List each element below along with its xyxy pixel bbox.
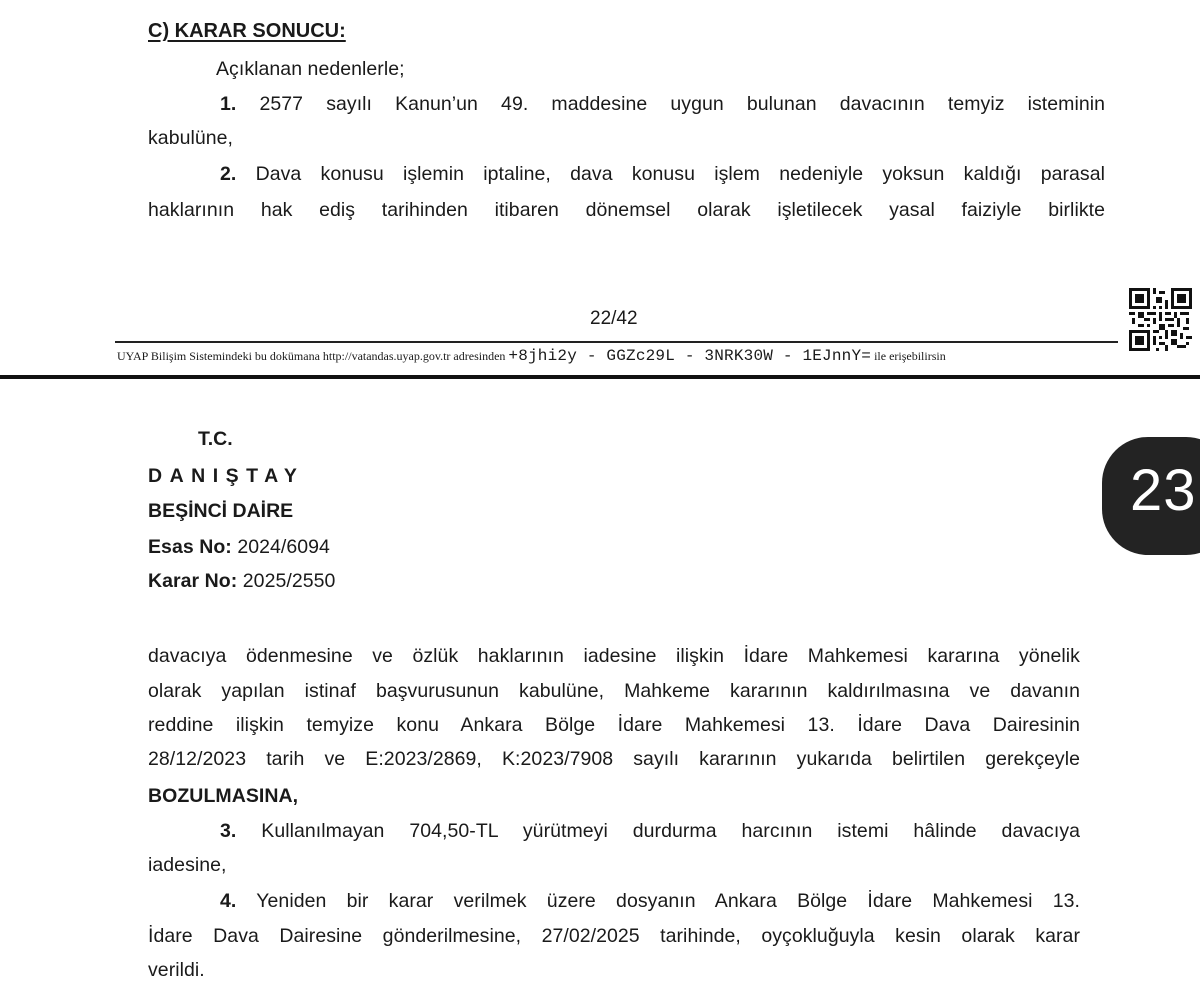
header-karar: [148, 570, 335, 593]
footer-verification-code: +8jhi2y - GGZc29L - 3NRK30W - 1EJnnY=: [508, 347, 872, 365]
continuation-line: 28/12/2023 tarih ve E:2023/2869, K:2023/7908 sayılı kararının yukarıda belirtilen gerekçeyle: [148, 748, 1080, 770]
footer-rule: [115, 341, 1118, 343]
item1-number: 1.: [220, 93, 237, 115]
uyap-footer: [117, 347, 946, 365]
footer-prefix: UYAP Bilişim Sistemindeki bu dokümana http://vatandas.uyap.gov.tr adresinden: [117, 349, 506, 363]
item3-text: Kullanılmayan 704,50-TL yürütmeyi durdurma harcının istemi hâlinde davacıya: [261, 820, 1081, 842]
header-esas: [148, 536, 330, 559]
item4-number: 4.: [220, 890, 237, 912]
header-court-name: DANIŞTAY: [148, 465, 305, 487]
page-badge-number: 23: [1130, 458, 1197, 523]
item3-line1: [148, 820, 1080, 843]
continuation-line: davacıya ödenmesine ve özlük haklarının iadesine ilişkin İdare Mahkemesi kararına yönelik: [148, 645, 1080, 667]
bozulmasina-text: BOZULMASINA,: [148, 785, 299, 807]
header-chamber: BEŞİNCİ DAİRE: [148, 500, 294, 522]
item2-number: 2.: [220, 163, 237, 185]
section-heading: C) KARAR SONUCU:: [148, 20, 346, 42]
karar-label: Karar No:: [148, 570, 238, 592]
item2-line1: [148, 163, 1105, 186]
item4-line2: İdare Dava Dairesine gönderilmesine, 27/02/2025 tarihinde, oyçokluğuyla kesin olarak karar: [148, 925, 1080, 947]
item2-text: Dava konusu işlemin iptaline, dava konusu işlem nedeniyle yoksun kaldığı parasal: [255, 163, 1105, 185]
continuation-line: olarak yapılan istinaf başvurusunun kabulüne, Mahkeme kararının kaldırılmasına ve davanın: [148, 680, 1080, 702]
esas-value: 2024/6094: [237, 536, 330, 558]
item3-number: 3.: [220, 820, 237, 842]
esas-label: Esas No:: [148, 536, 232, 558]
footer-suffix: ile erişebilirsin: [874, 349, 946, 363]
item3-line2: iadesine,: [148, 854, 227, 876]
item1-line1: [148, 93, 1105, 116]
item2-line2: haklarının hak ediş tarihinden itibaren dönemsel olarak işletilecek yasal faiziyle birlikte: [148, 199, 1105, 221]
page-number: 22/42: [590, 308, 638, 329]
qr-code-icon: [1129, 288, 1192, 351]
continuation-line: reddine ilişkin temyize konu Ankara Bölge İdare Mahkemesi 13. İdare Dava Dairesinin: [148, 714, 1080, 736]
item4-line1: [148, 890, 1080, 913]
item1-line2: kabulüne,: [148, 127, 234, 149]
item1-text: 2577 sayılı Kanun’un 49. maddesine uygun bulunan davacının temyiz isteminin: [259, 93, 1106, 115]
karar-value: 2025/2550: [242, 570, 336, 592]
item4-text: Yeniden bir karar verilmek üzere dosyanın Ankara Bölge İdare Mahkemesi 13.: [256, 890, 1080, 912]
intro-text: Açıklanan nedenlerle;: [216, 58, 405, 80]
item4-line3: verildi.: [148, 959, 205, 981]
header-tc: T.C.: [198, 428, 233, 450]
page-divider: [0, 375, 1200, 379]
